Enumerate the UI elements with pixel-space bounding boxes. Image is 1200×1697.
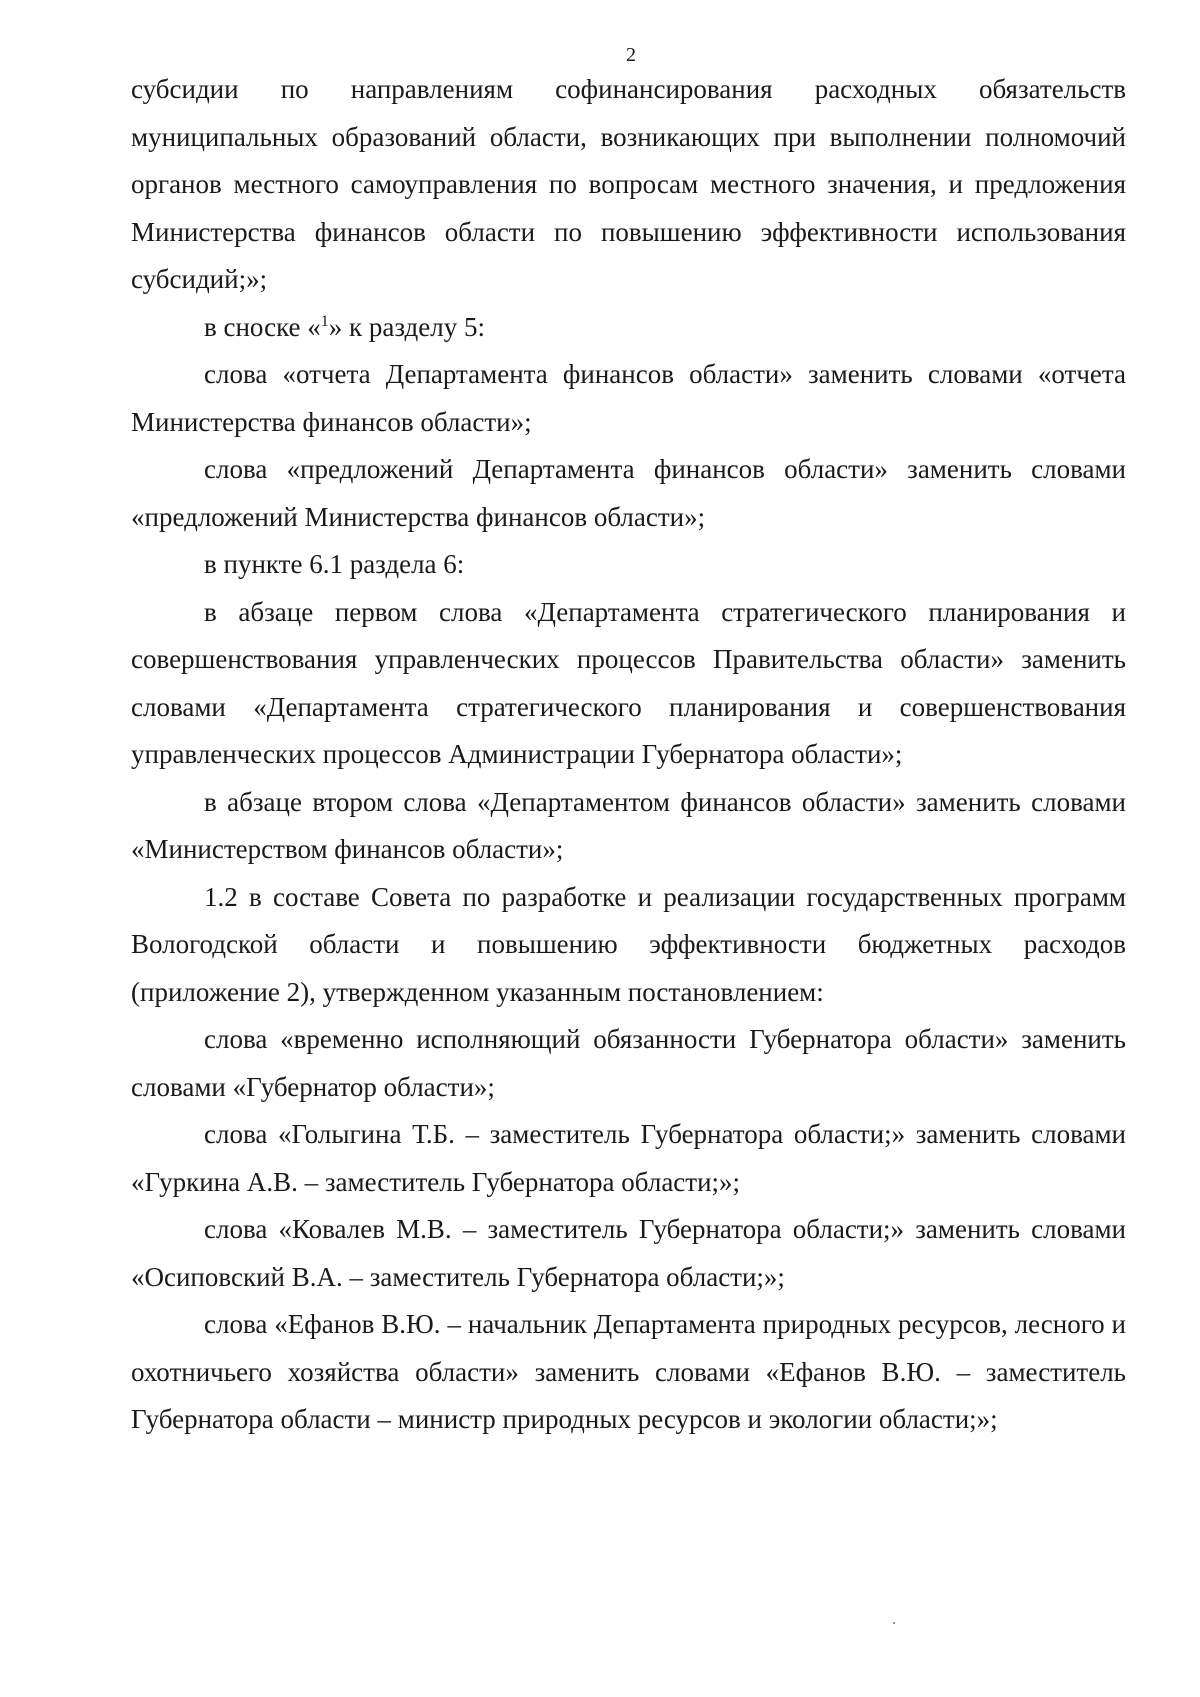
footnote-superscript: 1 (320, 312, 329, 330)
paragraph-efanov: слова «Ефанов В.Ю. – начальник Департамента природных ресурсов, лесного и охотничьего хозяйства области» заменить словами «Ефанов В.Ю. – заместитель Губернатора области – министр природных ресурсов и экологии области;»; (131, 1309, 1126, 1434)
footnote-text-before: в сноске « (204, 311, 321, 342)
paragraph-footnote-section-5 (131, 304, 1126, 352)
paragraph-second-abzac: в абзаце втором слова «Департаментом финансов области» заменить словами «Министерством финансов области»; (131, 786, 1126, 864)
scan-speck (893, 1622, 895, 1624)
paragraph-item-1-2: 1.2 в составе Совета по разработке и реализации государственных программ Вологодской области и повышению эффективности бюджетных расходов (приложение 2), утвержденном указанным постановлением: (131, 881, 1126, 1007)
document-body (131, 66, 1126, 1444)
paragraph-report-words: слова «отчета Департамента финансов области» заменить словами «отчета Министерства финансов области»; (131, 359, 1126, 437)
paragraph-proposals-words: слова «предложений Департамента финансов области» заменить словами «предложений Министерства финансов области»; (131, 454, 1126, 532)
footnote-text-after: » к разделу 5: (328, 311, 486, 342)
paragraph-golygina: слова «Голыгина Т.Б. – заместитель Губернатора области;» заменить словами «Гуркина А.В. – заместитель Губернатора области;»; (131, 1119, 1126, 1197)
paragraph-first-abzac: в абзаце первом слова «Департамента стратегического планирования и совершенствования управленческих процессов Правительства области» заменить словами «Департамента стратегического планирования и совершенствования управленческих процессов Администрации Губернатора области»; (131, 596, 1126, 769)
paragraph-item-6-1: в пункте 6.1 раздела 6: (204, 549, 465, 579)
paragraph-subsidies-continuation: субсидии по направлениям софинансирования расходных обязательств муниципальных образований области, возникающих при выполнении полномочий органов местного самоуправления по вопросам местного значения, и предложения Министерства финансов области по повышению эффективности использования субсидий;»; (131, 74, 1126, 294)
paragraph-acting-governor: слова «временно исполняющий обязанности Губернатора области» заменить словами «Губернатор области»; (131, 1024, 1126, 1102)
page-number: 2 (626, 44, 636, 66)
paragraph-kovalev: слова «Ковалев М.В. – заместитель Губернатора области;» заменить словами «Осиповский В.А. – заместитель Губернатора области;»; (131, 1214, 1126, 1292)
